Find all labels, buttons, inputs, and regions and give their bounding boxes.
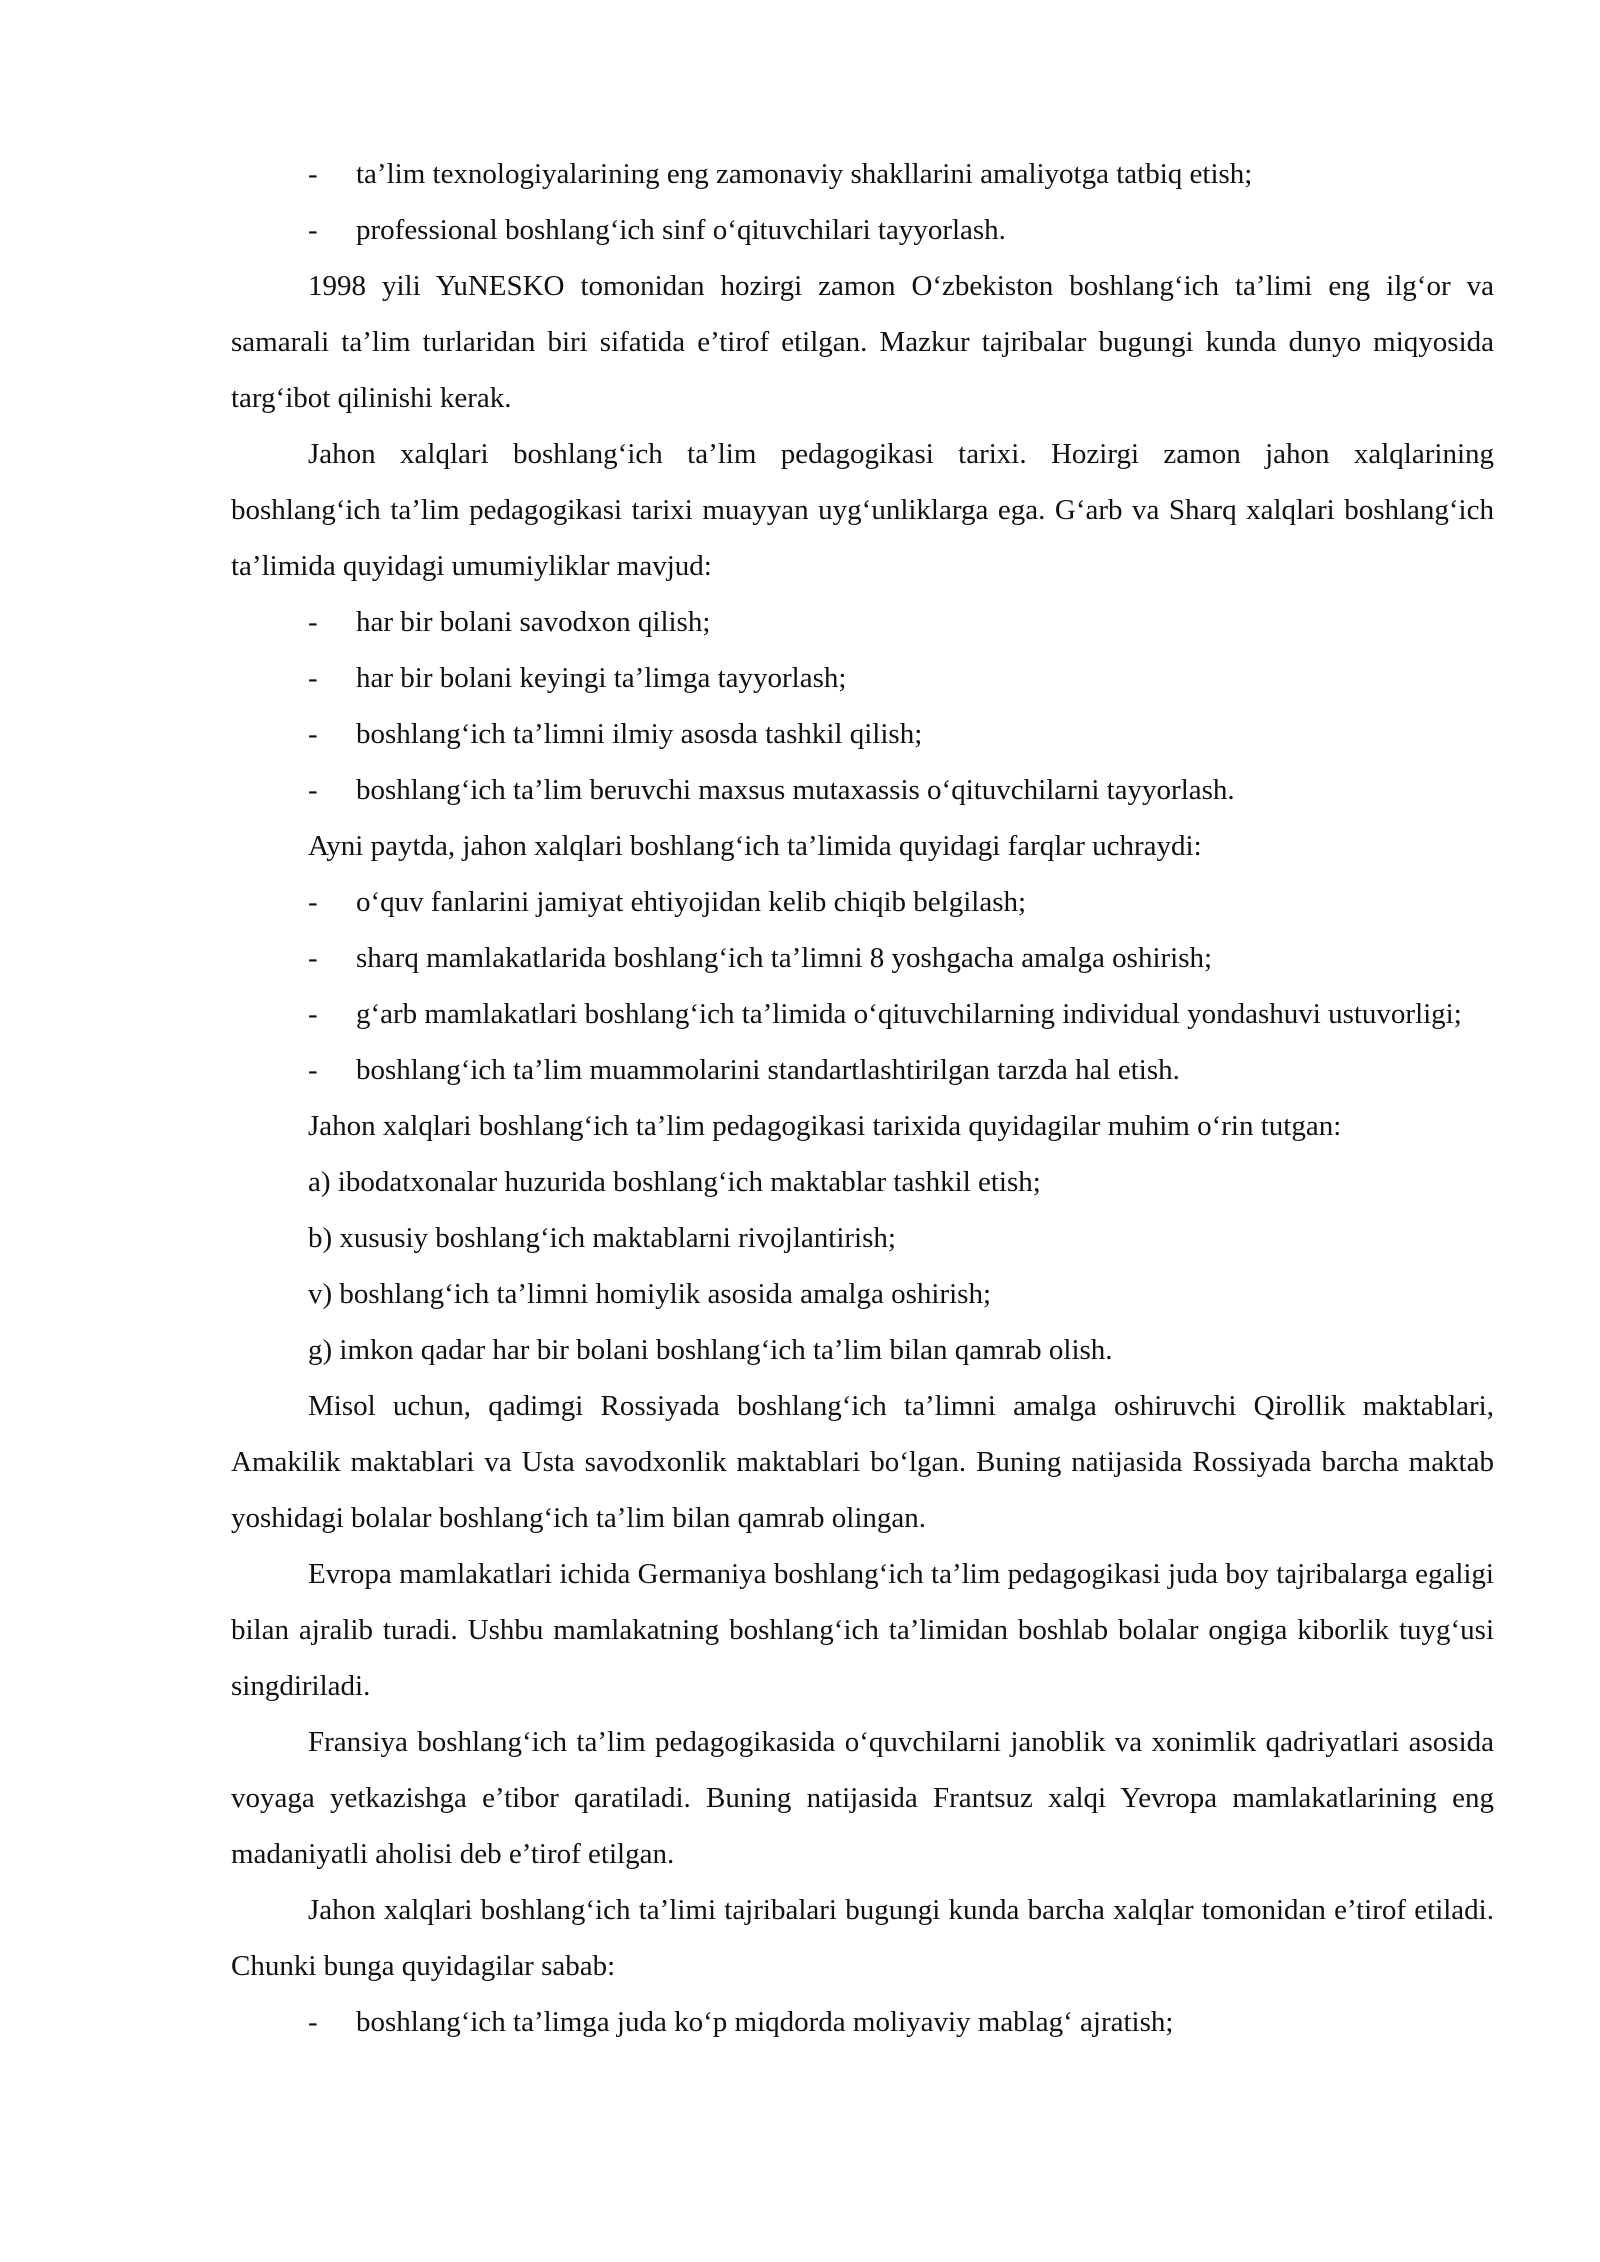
dash-marker: - — [308, 718, 318, 750]
paragraph: Evropa mamlakatlari ichida Germaniya boshlang‘ich ta’lim pedagogikasi juda boy tajribalarga egaligi bilan ajralib turadi. Ushbu mamlakatning boshlang‘ich ta’limidan boshlab bolalar ongiga kiborlik tuyg‘usi singdiriladi. — [231, 1558, 1494, 1702]
bullet-text: boshlang‘ich ta’lim beruvchi maxsus mutaxassis o‘qituvchilarni tayyorlash. — [356, 774, 1235, 806]
dash-marker: - — [308, 662, 318, 694]
bullet-text: sharq mamlakatlarida boshlang‘ich ta’limni 8 yoshgacha amalga oshirish; — [356, 942, 1213, 974]
dash-marker: - — [308, 942, 318, 974]
bullet-item — [231, 650, 1494, 706]
bullet-text: boshlang‘ich ta’lim muammolarini standartlashtirilgan tarzda hal etish. — [356, 1054, 1180, 1086]
bullet-text: g‘arb mamlakatlari boshlang‘ich ta’limida o‘qituvchilarning individual yondashuvi ustuvorligi; — [356, 998, 1462, 1030]
bullet-text: har bir bolani savodxon qilish; — [356, 606, 711, 638]
paragraph: Jahon xalqlari boshlang‘ich ta’limi tajribalari bugungi kunda barcha xalqlar tomonidan e’tirof etiladi. Chunki bunga quyidagilar sabab: — [231, 1894, 1494, 1982]
bullet-text: ta’lim texnologiyalarining eng zamonaviy shakllarini amaliyotga tatbiq etish; — [356, 158, 1253, 190]
paragraph: Fransiya boshlang‘ich ta’lim pedagogikasida o‘quvchilarni janoblik va xonimlik qadriyatlari asosida voyaga yetkazishga e’tibor qaratiladi. Buning natijasida Frantsuz xalqi Yevropa mamlakatlarining eng madaniyatli aholisi deb e’tirof etilgan. — [231, 1726, 1494, 1870]
document-body — [231, 146, 1494, 2050]
bullet-item — [231, 762, 1494, 818]
bullet-item — [231, 874, 1494, 930]
bullet-item — [231, 1042, 1494, 1098]
bullet-item — [231, 1994, 1494, 2050]
paragraph: Jahon xalqlari boshlang‘ich ta’lim pedagogikasi tarixi. Hozirgi zamon jahon xalqlarining boshlang‘ich ta’lim pedagogikasi tarixi muayyan uyg‘unliklarga ega. G‘arb va Sharq xalqlari boshlang‘ich ta’limida quyidagi umumiyliklar mavjud: — [231, 438, 1494, 582]
dash-marker: - — [308, 886, 318, 918]
dash-marker: - — [308, 774, 318, 806]
dash-marker: - — [308, 606, 318, 638]
dash-marker: - — [308, 1054, 318, 1086]
bullet-text: professional boshlang‘ich sinf o‘qituvchilari tayyorlash. — [356, 214, 1006, 246]
bullet-item — [231, 930, 1494, 986]
bullet-item — [231, 146, 1494, 202]
bullet-text: o‘quv fanlarini jamiyat ehtiyojidan kelib chiqib belgilash; — [356, 886, 1027, 918]
lettered-item: b) xususiy boshlang‘ich maktablarni rivojlantirish; — [308, 1222, 896, 1254]
paragraph: Ayni paytda, jahon xalqlari boshlang‘ich ta’limida quyidagi farqlar uchraydi: — [308, 830, 1202, 862]
paragraph: 1998 yili YuNESKO tomonidan hozirgi zamon O‘zbekiston boshlang‘ich ta’limi eng ilg‘or va samarali ta’lim turlaridan biri sifatida e’tirof etilgan. Mazkur tajribalar bugungi kunda dunyo miqyosida targ‘ibot qilinishi kerak. — [231, 270, 1494, 414]
bullet-text: boshlang‘ich ta’limga juda ko‘p miqdorda moliyaviy mablag‘ ajratish; — [356, 2006, 1174, 2038]
lettered-item: g) imkon qadar har bir bolani boshlang‘ich ta’lim bilan qamrab olish. — [308, 1334, 1113, 1366]
bullet-item — [231, 986, 1494, 1042]
bullet-item — [231, 202, 1494, 258]
dash-marker: - — [308, 998, 318, 1030]
dash-marker: - — [308, 214, 318, 246]
dash-marker: - — [308, 158, 318, 190]
bullet-item — [231, 706, 1494, 762]
lettered-item: a) ibodatxonalar huzurida boshlang‘ich maktablar tashkil etish; — [308, 1166, 1041, 1198]
bullet-item — [231, 594, 1494, 650]
bullet-text: boshlang‘ich ta’limni ilmiy asosda tashkil qilish; — [356, 718, 923, 750]
bullet-text: har bir bolani keyingi ta’limga tayyorlash; — [356, 662, 847, 694]
lettered-item: v) boshlang‘ich ta’limni homiylik asosida amalga oshirish; — [308, 1278, 992, 1310]
dash-marker: - — [308, 2006, 318, 2038]
paragraph: Jahon xalqlari boshlang‘ich ta’lim pedagogikasi tarixida quyidagilar muhim o‘rin tutgan: — [308, 1110, 1342, 1142]
paragraph: Misol uchun, qadimgi Rossiyada boshlang‘ich ta’limni amalga oshiruvchi Qirollik maktablari, Amakilik maktablari va Usta savodxonlik maktablari bo‘lgan. Buning natijasida Rossiyada barcha maktab yoshidagi bolalar boshlang‘ich ta’lim bilan qamrab olingan. — [231, 1390, 1494, 1534]
